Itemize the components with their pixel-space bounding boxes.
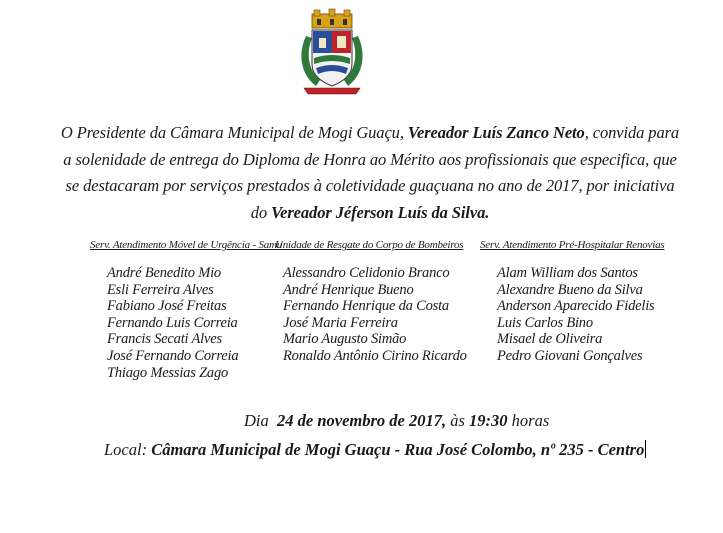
list-item: André Benedito Mio [107, 265, 221, 281]
list-item: José Maria Ferreira [283, 314, 398, 331]
list-item: Alessandro Celidonio Branco [283, 265, 450, 281]
event-location-line [104, 440, 646, 460]
list-item: José Fernando Correia [107, 347, 239, 364]
event-address: Câmara Municipal de Mogi Guaçu - Rua José Colombo, nº 235 - Centro [151, 440, 645, 459]
list-item: Fernando Luis Correia [107, 314, 238, 331]
intro-part-2: , convida para a solenidade de entrega do Diploma de Honra ao Mérito aos profissionais que especifica, que se destacaram por serviços prestados à coletividade guaçuana no ano de 2017, por iniciativa do [63, 123, 680, 222]
group-samu [90, 239, 282, 381]
list-item: Mario Augusto Simão [283, 331, 407, 348]
list-item: Anderson Aparecido Fidelis [497, 298, 655, 315]
group-bombeiros [275, 239, 467, 365]
president-name: Vereador Luís Zanco Neto [407, 123, 585, 142]
invitation-text [60, 120, 680, 226]
hours-label: horas [511, 411, 550, 430]
name-list [283, 265, 467, 365]
list-item: Fernando Henrique da Costa [283, 298, 449, 315]
name-list [497, 265, 664, 365]
intro-part-1: O Presidente da Câmara Municipal de Mogi Guaçu, [60, 123, 408, 142]
list-item: Francis Secati Alves [107, 331, 222, 348]
list-item: Misael de Oliveira [497, 331, 603, 348]
list-item: Fabiano José Freitas [107, 298, 227, 315]
event-date: 24 de novembro de 2017, [277, 411, 447, 430]
event-time: 19:30 [469, 411, 508, 430]
name-list [107, 265, 282, 381]
group-header: Unidade de Resgate do Corpo de Bombeiros [275, 239, 464, 251]
list-item: Alam William dos Santos [497, 265, 638, 281]
group-header: Serv. Atendimento Pré-Hospitalar Renovias [480, 239, 665, 251]
at-label: às [450, 411, 465, 430]
municipal-coat-of-arms-icon [298, 8, 366, 100]
list-item: Ronaldo Antônio Cirino Ricardo [283, 347, 467, 364]
group-header: Serv. Atendimento Móvel de Urgência - Samu [90, 239, 283, 251]
day-label: Dia [244, 411, 269, 430]
list-item: Thiago Messias Zago [107, 364, 229, 381]
local-label: Local: [104, 440, 148, 459]
list-item: Pedro Giovani Gonçalves [497, 347, 643, 364]
sponsor-name: Vereador Jéferson Luís da Silva. [271, 202, 490, 222]
text-cursor [645, 440, 646, 458]
list-item: Esli Ferreira Alves [107, 281, 214, 298]
group-renovias [480, 239, 664, 365]
list-item: Luis Carlos Bino [497, 314, 593, 331]
event-date-line [244, 411, 549, 431]
list-item: André Henrique Bueno [283, 281, 414, 298]
list-item: Alexandre Bueno da Silva [497, 281, 643, 298]
